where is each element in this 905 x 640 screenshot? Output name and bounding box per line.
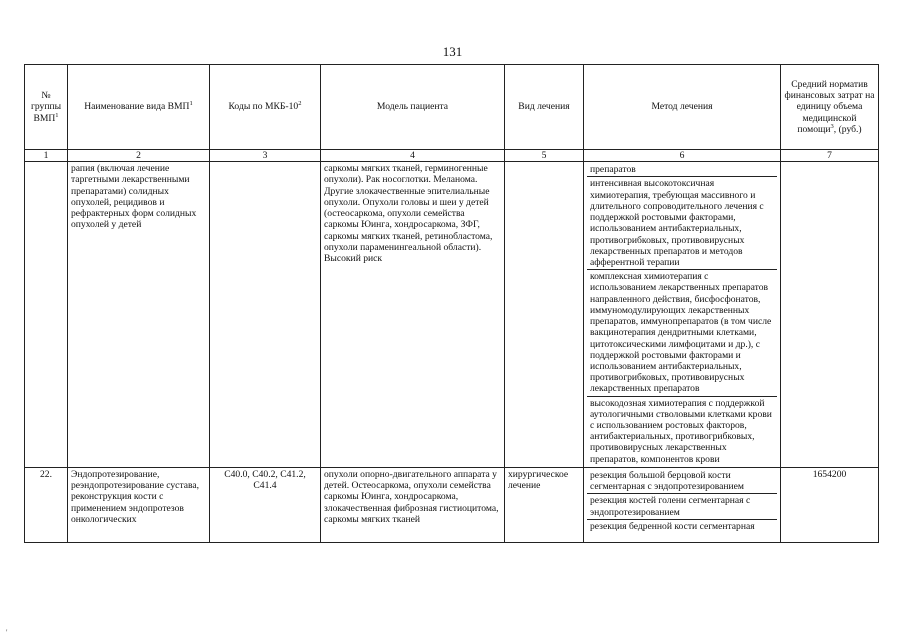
header-vmp-name: Наименование вида ВМП$^1$: [68, 65, 210, 150]
header-treatment-type: Вид лечения: [505, 65, 584, 150]
header-cost: Средний норматив финансовых затрат на единицу объема медицинской помощи$^3$, (руб.): [781, 65, 879, 150]
icd-codes-cell: C40.0, C40.2, C41.2, C41.4: [210, 467, 321, 542]
treatment-methods-cell: [584, 162, 781, 468]
icd-codes-cell: [210, 162, 321, 468]
column-number: 5: [505, 150, 584, 162]
cost-cell: 1654200: [781, 467, 879, 542]
table-header-row: [25, 65, 879, 150]
column-number: 1: [25, 150, 68, 162]
vmp-name-cell: [68, 467, 210, 542]
treatment-type-cell: [505, 162, 584, 468]
page-number: 131: [442, 44, 463, 59]
treatment-method: резекция костей голени сегментарная с эндопротезированием: [587, 494, 777, 519]
patient-model-cell: [321, 467, 505, 542]
header-patient-model: Модель пациента: [321, 65, 505, 150]
treatment-method: резекция большой берцовой кости сегментарная с эндопротезированием: [587, 469, 777, 494]
group-number-cell: [25, 162, 68, 468]
treatment-method: резекция бедренной кости сегментарная: [590, 520, 755, 532]
vmp-name-cell: рапия (включая лечение таргетными лекарственными препаратами) солидных опухолей, рецидивов и рефрактерных форм солидных опухолей у детей: [68, 162, 210, 468]
treatment-method: препаратов: [587, 163, 777, 177]
vmp-name-text: Эндопротезирование, реэндопротезирование сустава, реконструкция кости с применением эндопротезов онкологических: [71, 468, 200, 525]
group-number-cell: 22.: [25, 467, 68, 542]
header-icd-codes: Коды по МКБ-$10^2$: [210, 65, 321, 150]
patient-model-cell: саркомы мягких тканей, герминогенные опухоли). Рак носоглотки. Меланома. Другие злокачественные эпителиальные опухоли. Опухоли головы и шеи у детей (остеосаркома, опухоли семейства саркомы Юинга, хондросаркома, ЗФГ, саркомы мягких тканей, ретинобластома, опухоли параменингеальной области). Высокий риск: [321, 162, 505, 468]
column-number: 3: [210, 150, 321, 162]
treatment-method: высокодозная химиотерапия с поддержкой аутологичными стволовыми клетками крови с использованием ростовых факторов, антибактериальных, противогрибковых, противовирусных лекарственных препаратов, компонентов крови: [590, 397, 772, 465]
vmp-table: [24, 64, 879, 543]
table-row: [25, 162, 879, 468]
column-number: 6: [584, 150, 781, 162]
treatment-methods-cell: [584, 467, 781, 542]
treatment-method: комплексная химиотерапия с использованием лекарственных препаратов направленного действия, бисфосфонатов, иммуномодулирующих лекарственных препаратов, иммунопрепаратов (в том числе вакцинотерапия дендритными клетками, цитотоксическими лимфоцитами и др.), с поддержкой ростовыми факторами и использованием антибактериальных, противогрибковых, противовирусных лекарственных препаратов: [587, 270, 777, 396]
header-treatment-method: Метод лечения: [584, 65, 781, 150]
header-group-number: № группы ВМП$^1$: [25, 65, 68, 150]
column-number: 7: [781, 150, 879, 162]
table-row: [25, 467, 879, 542]
scan-mark: ': [6, 628, 8, 637]
cost-cell: [781, 162, 879, 468]
patient-model-text: опухоли опорно-двигательного аппарата у детей. Остеосаркома, опухоли семейства саркомы Юинга, хондросаркома, злокачественная фиброзная гистиоцитома, саркомы мягких тканей: [324, 468, 499, 525]
methods-clip: [587, 469, 777, 541]
column-number: 4: [321, 150, 505, 162]
column-number: 2: [68, 150, 210, 162]
treatment-type-cell: хирургическое лечение: [505, 467, 584, 542]
column-number-row: [25, 150, 879, 162]
treatment-method: интенсивная высокотоксичная химиотерапия, требующая массивного и длительного сопроводительного лечения с поддержкой ростовыми факторами, использованием антибактериальных, противогрибковых, противовирусных лекарственных препаратов и методов афферентной терапии: [587, 177, 777, 270]
